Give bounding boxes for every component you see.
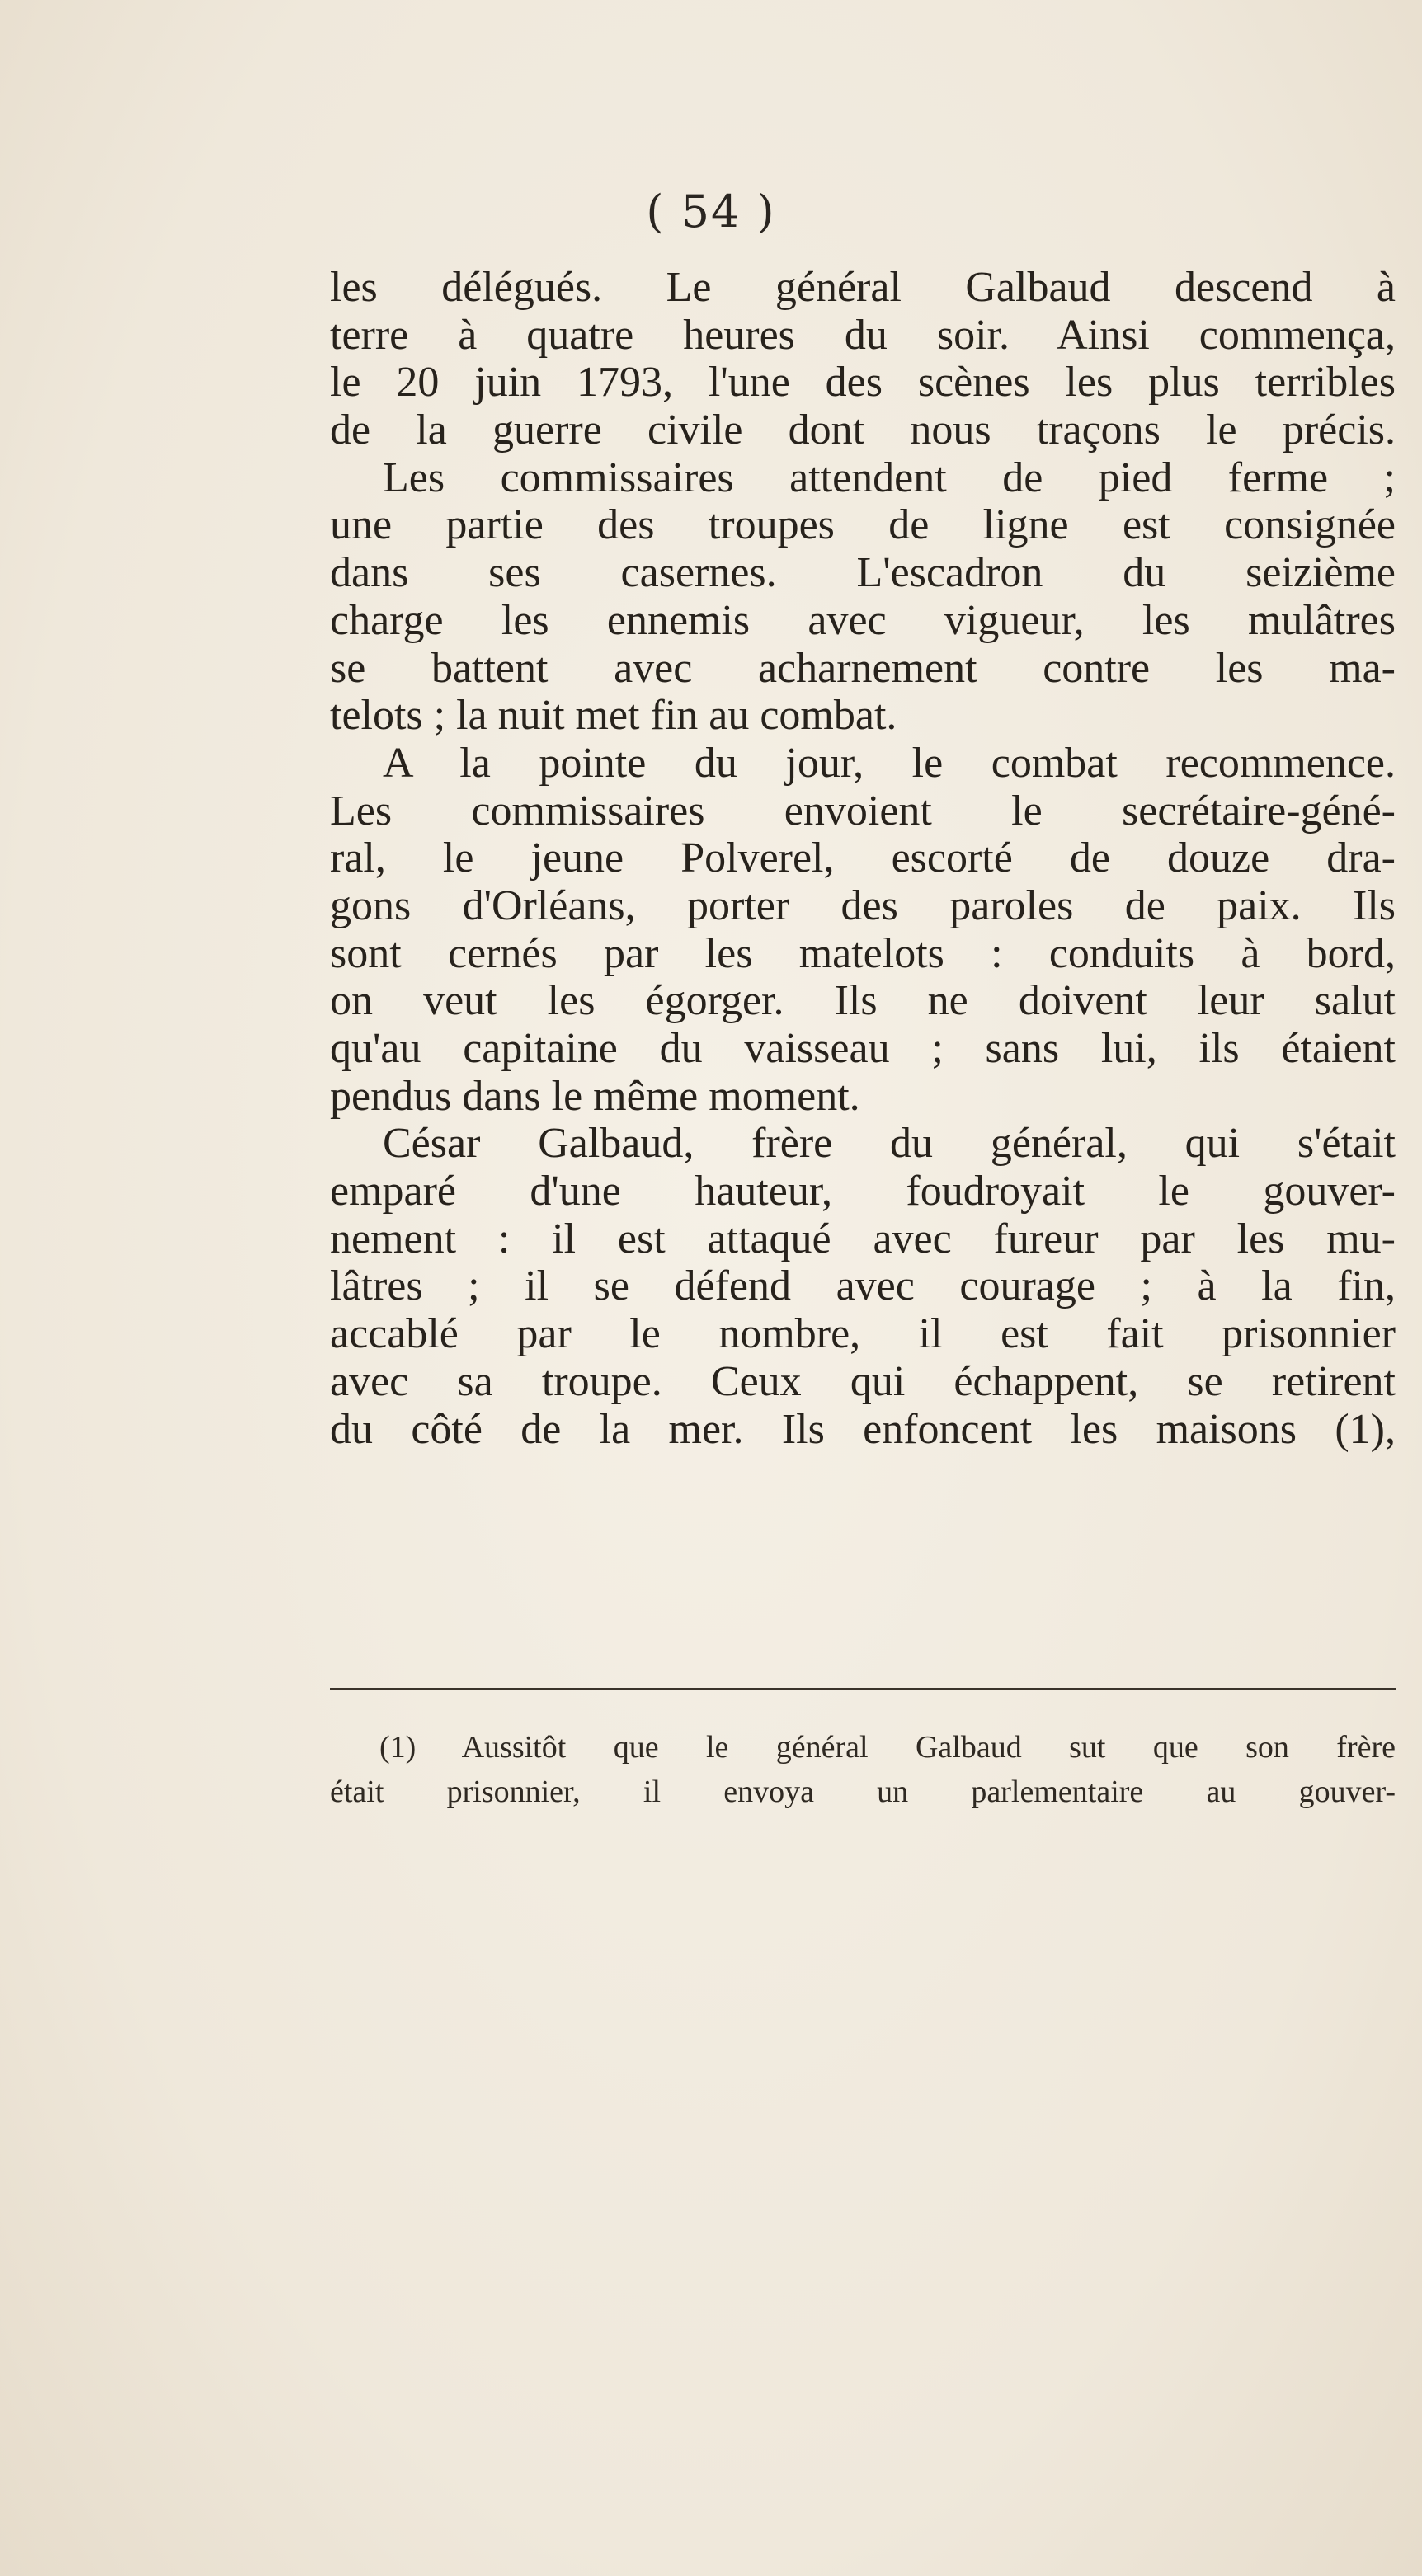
footnote (330, 1725, 1396, 1814)
page-number: ( 54 ) (646, 186, 776, 237)
text-line: avec sa troupe. Ceux qui échappent, se retirent (330, 1357, 1396, 1405)
text-line: du côté de la mer. Ils enfoncent les maisons (1), (330, 1405, 1396, 1453)
text-line: emparé d'une hauteur, foudroyait le gouver- (330, 1168, 1396, 1215)
text-line: César Galbaud, frère du général, qui s'était (383, 1120, 1396, 1168)
text-line: lâtres ; il se défend avec courage ; à la fin, (330, 1262, 1396, 1310)
text-line: A la pointe du jour, le combat recommence. (383, 739, 1396, 787)
text-line: charge les ennemis avec vigueur, les mulâtres (330, 596, 1396, 644)
footnote-separator (330, 1688, 1396, 1690)
text-line: on veut les égorger. Ils ne doivent leur salut (330, 977, 1396, 1025)
text-line: une partie des troupes de ligne est consignée (330, 501, 1396, 549)
text-line: Les commissaires attendent de pied ferme ; (383, 454, 1396, 501)
text-line: telots ; la nuit met fin au combat. (330, 692, 897, 740)
text-line: qu'au capitaine du vaisseau ; sans lui, ils étaient (330, 1025, 1396, 1072)
body-text (330, 264, 1396, 1453)
footnote-line: était prisonnier, il envoya un parlementaire au gouver- (330, 1775, 1396, 1809)
text-line: se battent avec acharnement contre les ma- (330, 644, 1396, 692)
text-line: sont cernés par les matelots : conduits à bord, (330, 929, 1396, 977)
text-line: le 20 juin 1793, l'une des scènes les plus terribles (330, 359, 1396, 407)
text-line: terre à quatre heures du soir. Ainsi commença, (330, 311, 1396, 359)
text-line: dans ses casernes. L'escadron du seizième (330, 549, 1396, 597)
text-line: les délégués. Le général Galbaud descend à (330, 264, 1396, 311)
text-line: Les commissaires envoient le secrétaire-géné- (330, 787, 1396, 834)
text-line: accablé par le nombre, il est fait prisonnier (330, 1310, 1396, 1358)
text-line: gons d'Orléans, porter des paroles de paix. Ils (330, 881, 1396, 929)
text-line: de la guerre civile dont nous traçons le précis. (330, 407, 1396, 454)
footnote-line: (1) Aussitôt que le général Galbaud sut que son frère (379, 1730, 1396, 1765)
text-line: nement : il est attaqué avec fureur par les mu- (330, 1215, 1396, 1262)
text-line: ral, le jeune Polverel, escorté de douze dra- (330, 834, 1396, 882)
text-line: pendus dans le même moment. (330, 1072, 860, 1120)
